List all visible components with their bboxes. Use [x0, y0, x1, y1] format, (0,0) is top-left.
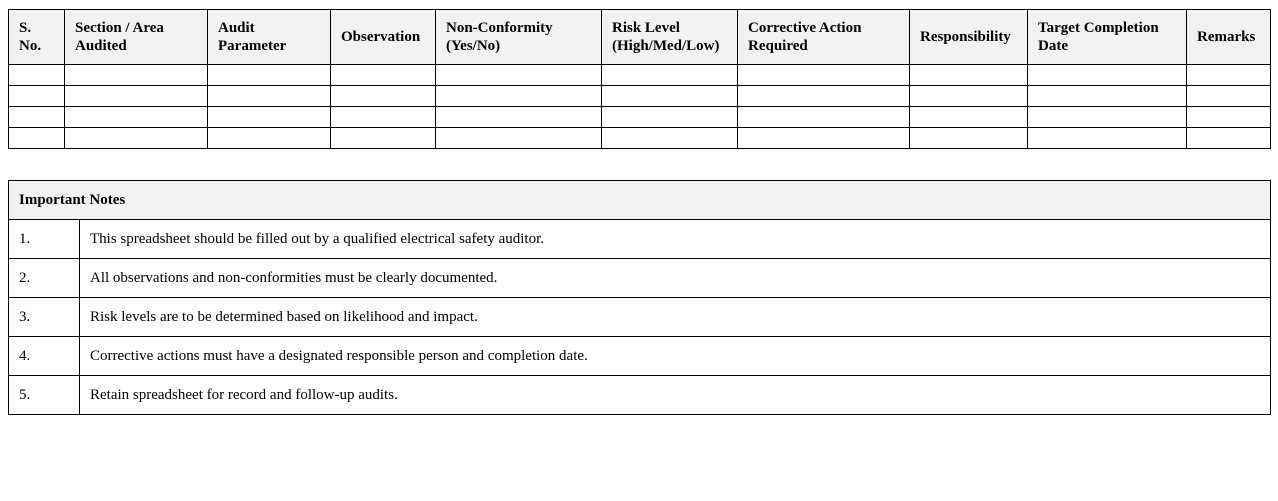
table-row [9, 107, 1271, 128]
table-cell[interactable] [331, 65, 436, 86]
table-cell[interactable] [910, 128, 1028, 149]
table-cell[interactable] [1187, 128, 1271, 149]
table-cell[interactable] [738, 65, 910, 86]
table-cell[interactable] [436, 107, 602, 128]
table-cell[interactable] [436, 65, 602, 86]
table-cell[interactable] [910, 65, 1028, 86]
table-cell[interactable] [65, 128, 208, 149]
important-notes-table [8, 180, 1271, 415]
note-number: 4. [9, 337, 80, 376]
column-header-corrective-action: Corrective Action Required [738, 10, 910, 65]
note-text: Retain spreadsheet for record and follow-up audits. [80, 376, 1271, 415]
table-cell[interactable] [65, 107, 208, 128]
note-text: Corrective actions must have a designated responsible person and completion date. [80, 337, 1271, 376]
table-cell[interactable] [9, 86, 65, 107]
table-cell[interactable] [9, 128, 65, 149]
table-cell[interactable] [9, 65, 65, 86]
table-cell[interactable] [602, 86, 738, 107]
table-cell[interactable] [1028, 86, 1187, 107]
column-header-section-area: Section / Area Audited [65, 10, 208, 65]
note-row [9, 220, 1271, 259]
table-cell[interactable] [1187, 65, 1271, 86]
note-row [9, 259, 1271, 298]
column-header-observation: Observation [331, 10, 436, 65]
table-cell[interactable] [331, 86, 436, 107]
table-cell[interactable] [602, 107, 738, 128]
table-cell[interactable] [602, 65, 738, 86]
table-cell[interactable] [1028, 128, 1187, 149]
note-number: 3. [9, 298, 80, 337]
table-cell[interactable] [1028, 65, 1187, 86]
note-row [9, 376, 1271, 415]
column-header-s-no: S. No. [9, 10, 65, 65]
column-header-remarks: Remarks [1187, 10, 1271, 65]
table-cell[interactable] [9, 107, 65, 128]
table-cell[interactable] [208, 107, 331, 128]
table-cell[interactable] [436, 86, 602, 107]
note-text: This spreadsheet should be filled out by a qualified electrical safety auditor. [80, 220, 1271, 259]
table-cell[interactable] [65, 65, 208, 86]
table-cell[interactable] [910, 86, 1028, 107]
note-text: Risk levels are to be determined based on likelihood and impact. [80, 298, 1271, 337]
column-header-risk-level: Risk Level (High/Med/Low) [602, 10, 738, 65]
table-cell[interactable] [602, 128, 738, 149]
table-cell[interactable] [738, 86, 910, 107]
note-number: 5. [9, 376, 80, 415]
table-cell[interactable] [1028, 107, 1187, 128]
table-cell[interactable] [208, 65, 331, 86]
note-number: 2. [9, 259, 80, 298]
table-cell[interactable] [331, 128, 436, 149]
table-cell[interactable] [208, 86, 331, 107]
column-header-responsibility: Responsibility [910, 10, 1028, 65]
table-cell[interactable] [738, 107, 910, 128]
column-header-target-date: Target Completion Date [1028, 10, 1187, 65]
table-row [9, 86, 1271, 107]
notes-title: Important Notes [9, 181, 1271, 220]
table-row [9, 128, 1271, 149]
note-number: 1. [9, 220, 80, 259]
table-cell[interactable] [65, 86, 208, 107]
table-cell[interactable] [436, 128, 602, 149]
audit-table [8, 9, 1271, 149]
table-cell[interactable] [1187, 86, 1271, 107]
table-row [9, 65, 1271, 86]
audit-table-header-row [9, 10, 1271, 65]
column-header-non-conformity: Non-Conformity (Yes/No) [436, 10, 602, 65]
table-cell[interactable] [331, 107, 436, 128]
table-cell[interactable] [738, 128, 910, 149]
note-text: All observations and non-conformities must be clearly documented. [80, 259, 1271, 298]
note-row [9, 337, 1271, 376]
table-cell[interactable] [910, 107, 1028, 128]
notes-header-row [9, 181, 1271, 220]
note-row [9, 298, 1271, 337]
column-header-audit-parameter: Audit Parameter [208, 10, 331, 65]
table-cell[interactable] [1187, 107, 1271, 128]
table-cell[interactable] [208, 128, 331, 149]
